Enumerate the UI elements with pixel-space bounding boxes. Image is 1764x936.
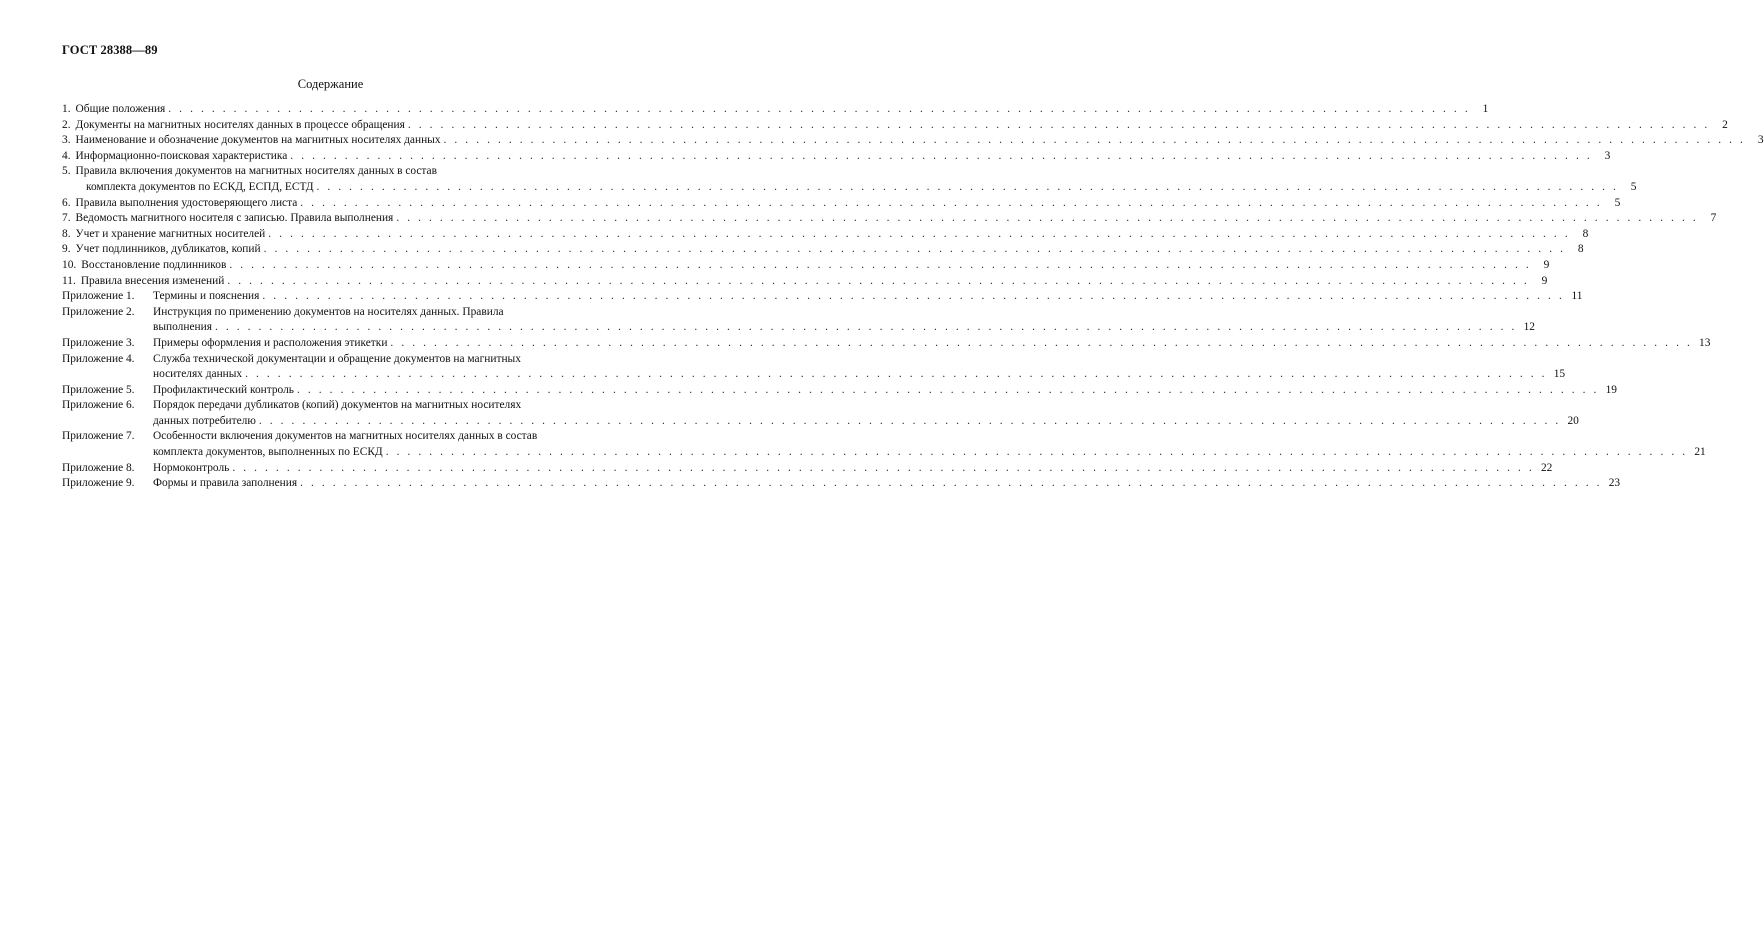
toc-entry-number: Приложение 6. — [62, 399, 135, 412]
toc-entry — [62, 242, 1584, 258]
dot-leader: . . . . . . . . . . . . . . . . . . . . . . . . . . . . . . . . . . . . . . . . . . . . . . . . . . . . . . . . . . . . . . . . . . . . . . . . . . . . . . . . . . . . . . . . . . . . . . . . . . . . . . . . . . . . . . . . . . . . . . . . — [296, 383, 1599, 396]
toc-entry-title: Служба технической документации и обращение документов на магнитных — [153, 352, 521, 365]
toc-page-number: 8 — [1577, 243, 1584, 256]
toc-entry-title: Особенности включения документов на магнитных носителях данных в состав — [153, 430, 538, 443]
toc-title: Содержание — [297, 77, 364, 91]
toc-entry — [62, 211, 1717, 227]
dot-leader: . . . . . . . . . . . . . . . . . . . . . . . . . . . . . . . . . . . . . . . . . . . . . . . . . . . . . . . . . . . . . . . . . . . . . . . . . . . . . . . . . . . . . . . . . . . . . . . . . . . . . . . . . . . . . . . . . . . . . . . . — [232, 461, 1535, 474]
toc-page-number: 19 — [1605, 383, 1617, 396]
toc-page-number: 2 — [1722, 118, 1728, 131]
dot-leader: . . . . . . . . . . . . . . . . . . . . . . . . . . . . . . . . . . . . . . . . . . . . . . . . . . . . . . . . . . . . . . . . . . . . . . . . . . . . . . . . . . . . . . . . . . . . . . . . . . . . . . . . . . . . . . . . . . . . . . . . — [214, 321, 1517, 334]
table-of-contents — [62, 102, 1764, 492]
toc-entry-number: Приложение 4. — [62, 352, 135, 365]
toc-entry-number: 9. — [62, 243, 71, 256]
toc-entry-title: Профилактический контроль — [153, 383, 294, 396]
toc-entry — [62, 429, 1706, 460]
toc-entry-title: Формы и правила заполнения — [153, 477, 298, 490]
toc-page-number: 11 — [1571, 290, 1583, 303]
toc-entry — [62, 305, 1535, 336]
toc-entry-title: Термины и пояснения — [153, 290, 260, 303]
dot-leader: . . . . . . . . . . . . . . . . . . . . . . . . . . . . . . . . . . . . . . . . . . . . . . . . . . . . . . . . . . . . . . . . . . . . . . . . . . . . . . . . . . . . . . . . . . . . . . . . . . . . . . . . . . . . . . . . . . . . . . . . — [263, 243, 1566, 256]
toc-entry-number: Приложение 8. — [62, 461, 135, 474]
toc-entry-title: Учет и хранение магнитных носителей — [75, 227, 266, 240]
toc-page-number: 5 — [1614, 196, 1621, 209]
toc-page-number: 12 — [1523, 321, 1535, 334]
dot-leader: . . . . . . . . . . . . . . . . . . . . . . . . . . . . . . . . . . . . . . . . . . . . . . . . . . . . . . . . . . . . . . . . . . . . . . . . . . . . . . . . . . . . . . . . . . . . . . . . . . . . . . . . . . . . . . . . . . . . . . . . — [227, 274, 1530, 287]
toc-entry — [62, 476, 1621, 492]
dot-leader: . . . . . . . . . . . . . . . . . . . . . . . . . . . . . . . . . . . . . . . . . . . . . . . . . . . . . . . . . . . . . . . . . . . . . . . . . . . . . . . . . . . . . . . . . . . . . . . . . . . . . . . . . . . . . . . . . . . . . . . . — [258, 414, 1561, 427]
toc-entry-number: 5. — [62, 165, 71, 178]
toc-entry-title: Примеры оформления и расположения этикетки — [153, 336, 388, 349]
toc-entry-number: Приложение 9. — [62, 477, 135, 490]
dot-leader: . . . . . . . . . . . . . . . . . . . . . . . . . . . . . . . . . . . . . . . . . . . . . . . . . . . . . . . . . . . . . . . . . . . . . . . . . . . . . . . . . . . . . . . . . . . . . . . . . . . . . . . . . . . . . . . . . . . . . . . . — [396, 212, 1699, 225]
toc-entry — [62, 149, 1611, 165]
toc-page-number: 3 — [1757, 134, 1764, 147]
toc-page-number: 7 — [1710, 212, 1717, 225]
toc-entry-title: Информационно-поисковая характеристика — [75, 149, 288, 162]
toc-entry-title: Инструкция по применению документов на носителях данных. Правила — [153, 305, 504, 318]
toc-entry — [62, 118, 1728, 134]
toc-entry-title: Правила внесения изменений — [80, 274, 225, 287]
toc-entry — [62, 383, 1617, 399]
toc-entry-number: 4. — [62, 149, 71, 162]
toc-entry — [62, 461, 1553, 477]
dot-leader: . . . . . . . . . . . . . . . . . . . . . . . . . . . . . . . . . . . . . . . . . . . . . . . . . . . . . . . . . . . . . . . . . . . . . . . . . . . . . . . . . . . . . . . . . . . . . . . . . . . . . . . . . . . . . . . . . . . . . . . . — [300, 196, 1603, 209]
toc-entry-number: Приложение 7. — [62, 430, 135, 443]
toc-entry-number: 11. — [62, 274, 76, 287]
dot-leader: . . . . . . . . . . . . . . . . . . . . . . . . . . . . . . . . . . . . . . . . . . . . . . . . . . . . . . . . . . . . . . . . . . . . . . . . . . . . . . . . . . . . . . . . . . . . . . . . . . . . . . . . . . . . . . . . . . . . . . . . — [245, 368, 1548, 381]
toc-entry-number: Приложение 5. — [62, 383, 135, 396]
toc-entry-title: Учет подлинников, дубликатов, копий — [75, 243, 261, 256]
toc-entry-title: Порядок передачи дубликатов (копий) документов на магнитных носителях — [153, 399, 522, 412]
toc-entry-title: комплекта документов, выполненных по ЕСКД — [153, 446, 383, 459]
toc-entry-title: Документы на магнитных носителях данных в процессе обращения — [75, 118, 405, 131]
dot-leader: . . . . . . . . . . . . . . . . . . . . . . . . . . . . . . . . . . . . . . . . . . . . . . . . . . . . . . . . . . . . . . . . . . . . . . . . . . . . . . . . . . . . . . . . . . . . . . . . . . . . . . . . . . . . . . . . . . . . . . . . — [262, 290, 1565, 303]
toc-entry — [62, 289, 1583, 305]
toc-entry — [62, 133, 1764, 149]
dot-leader: . . . . . . . . . . . . . . . . . . . . . . . . . . . . . . . . . . . . . . . . . . . . . . . . . . . . . . . . . . . . . . . . . . . . . . . . . . . . . . . . . . . . . . . . . . . . . . . . . . . . . . . . . . . . . . . . . . . . . . . . — [316, 180, 1619, 193]
toc-page-number: 15 — [1553, 368, 1566, 381]
toc-entry-number: 6. — [62, 196, 71, 209]
toc-page-number: 3 — [1604, 149, 1611, 162]
toc-page-number: 23 — [1608, 477, 1621, 490]
toc-page-number: 20 — [1567, 414, 1579, 427]
toc-entry — [62, 274, 1548, 290]
toc-entry-title: данных потребителю — [153, 414, 256, 427]
toc-entry — [62, 352, 1566, 383]
toc-entry — [62, 227, 1589, 243]
toc-entry — [62, 398, 1579, 429]
toc-entry-number: Приложение 1. — [62, 290, 135, 303]
toc-entry-number: 10. — [62, 258, 77, 271]
toc-entry-number: 7. — [62, 212, 71, 225]
toc-entry-title: выполнения — [153, 321, 212, 334]
toc-entry — [62, 336, 1711, 352]
toc-page-number: 5 — [1630, 180, 1637, 193]
toc-entry-number: 8. — [62, 227, 71, 240]
toc-page-number: 1 — [1482, 103, 1489, 115]
toc-entry — [62, 164, 1637, 195]
dot-leader: . . . . . . . . . . . . . . . . . . . . . . . . . . . . . . . . . . . . . . . . . . . . . . . . . . . . . . . . . . . . . . . . . . . . . . . . . . . . . . . . . . . . . . . . . . . . . . . . . . . . . . . . . . . . . . . . . . . . . . . . — [300, 477, 1603, 490]
dot-leader: . . . . . . . . . . . . . . . . . . . . . . . . . . . . . . . . . . . . . . . . . . . . . . . . . . . . . . . . . . . . . . . . . . . . . . . . . . . . . . . . . . . . . . . . . . . . . . . . . . . . . . . . . . . . . . . . . . . . . . . . — [290, 149, 1593, 162]
toc-page-number: 8 — [1582, 227, 1589, 240]
toc-entry-title: Восстановление подлинников — [81, 258, 227, 271]
toc-entry-number: 2. — [62, 118, 71, 131]
dot-leader: . . . . . . . . . . . . . . . . . . . . . . . . . . . . . . . . . . . . . . . . . . . . . . . . . . . . . . . . . . . . . . . . . . . . . . . . . . . . . . . . . . . . . . . . . . . . . . . . . . . . . . . . . . . . . . . . . . . . . . . . — [390, 336, 1693, 349]
toc-entry-title: комплекта документов по ЕСКД, ЕСПД, ЕСТД — [86, 180, 314, 193]
dot-leader: . . . . . . . . . . . . . . . . . . . . . . . . . . . . . . . . . . . . . . . . . . . . . . . . . . . . . . . . . . . . . . . . . . . . . . . . . . . . . . . . . . . . . . . . . . . . . . . . . . . . . . . . . . . . . . . . . . . . . . . . — [443, 134, 1746, 147]
toc-entry-title: носителях данных — [153, 368, 243, 381]
toc-page-number: 9 — [1541, 274, 1548, 287]
toc-page-number: 13 — [1699, 336, 1711, 349]
toc-entry-title: Наименование и обозначение документов на магнитных носителях данных — [75, 134, 441, 147]
toc-entry-number: 3. — [62, 134, 71, 147]
toc-entry-title: Правила включения документов на магнитных носителях данных в состав — [75, 165, 437, 178]
dot-leader: . . . . . . . . . . . . . . . . . . . . . . . . . . . . . . . . . . . . . . . . . . . . . . . . . . . . . . . . . . . . . . . . . . . . . . . . . . . . . . . . . . . . . . . . . . . . . . . . . . . . . . . . . . . . . . . . . . . . . . . . — [168, 103, 1471, 115]
dot-leader: . . . . . . . . . . . . . . . . . . . . . . . . . . . . . . . . . . . . . . . . . . . . . . . . . . . . . . . . . . . . . . . . . . . . . . . . . . . . . . . . . . . . . . . . . . . . . . . . . . . . . . . . . . . . . . . . . . . . . . . . — [268, 227, 1571, 240]
toc-entry-number: Приложение 2. — [62, 305, 135, 318]
toc-page-number: 9 — [1543, 258, 1550, 271]
toc-entry — [62, 196, 1621, 212]
toc-entry — [62, 102, 1489, 118]
dot-leader: . . . . . . . . . . . . . . . . . . . . . . . . . . . . . . . . . . . . . . . . . . . . . . . . . . . . . . . . . . . . . . . . . . . . . . . . . . . . . . . . . . . . . . . . . . . . . . . . . . . . . . . . . . . . . . . . . . . . . . . . — [229, 258, 1532, 271]
toc-entry-number: 1. — [62, 103, 71, 115]
toc-entry-number: Приложение 3. — [62, 336, 135, 349]
toc-entry-title: Ведомость магнитного носителя с записью. Правила выполнения — [75, 212, 394, 225]
document-code: ГОСТ 28388—89 — [62, 43, 158, 57]
toc-page-number: 22 — [1540, 461, 1553, 474]
toc-entry-title: Общие положения — [75, 103, 166, 115]
toc-entry — [62, 258, 1550, 274]
dot-leader: . . . . . . . . . . . . . . . . . . . . . . . . . . . . . . . . . . . . . . . . . . . . . . . . . . . . . . . . . . . . . . . . . . . . . . . . . . . . . . . . . . . . . . . . . . . . . . . . . . . . . . . . . . . . . . . . . . . . . . . . — [407, 118, 1710, 131]
toc-page-number: 21 — [1694, 446, 1706, 459]
toc-entry-title: Нормоконтроль — [153, 461, 230, 474]
dot-leader: . . . . . . . . . . . . . . . . . . . . . . . . . . . . . . . . . . . . . . . . . . . . . . . . . . . . . . . . . . . . . . . . . . . . . . . . . . . . . . . . . . . . . . . . . . . . . . . . . . . . . . . . . . . . . . . . . . . . . . . . — [385, 446, 1688, 459]
toc-entry-title: Правила выполнения удостоверяющего листа — [75, 196, 298, 209]
